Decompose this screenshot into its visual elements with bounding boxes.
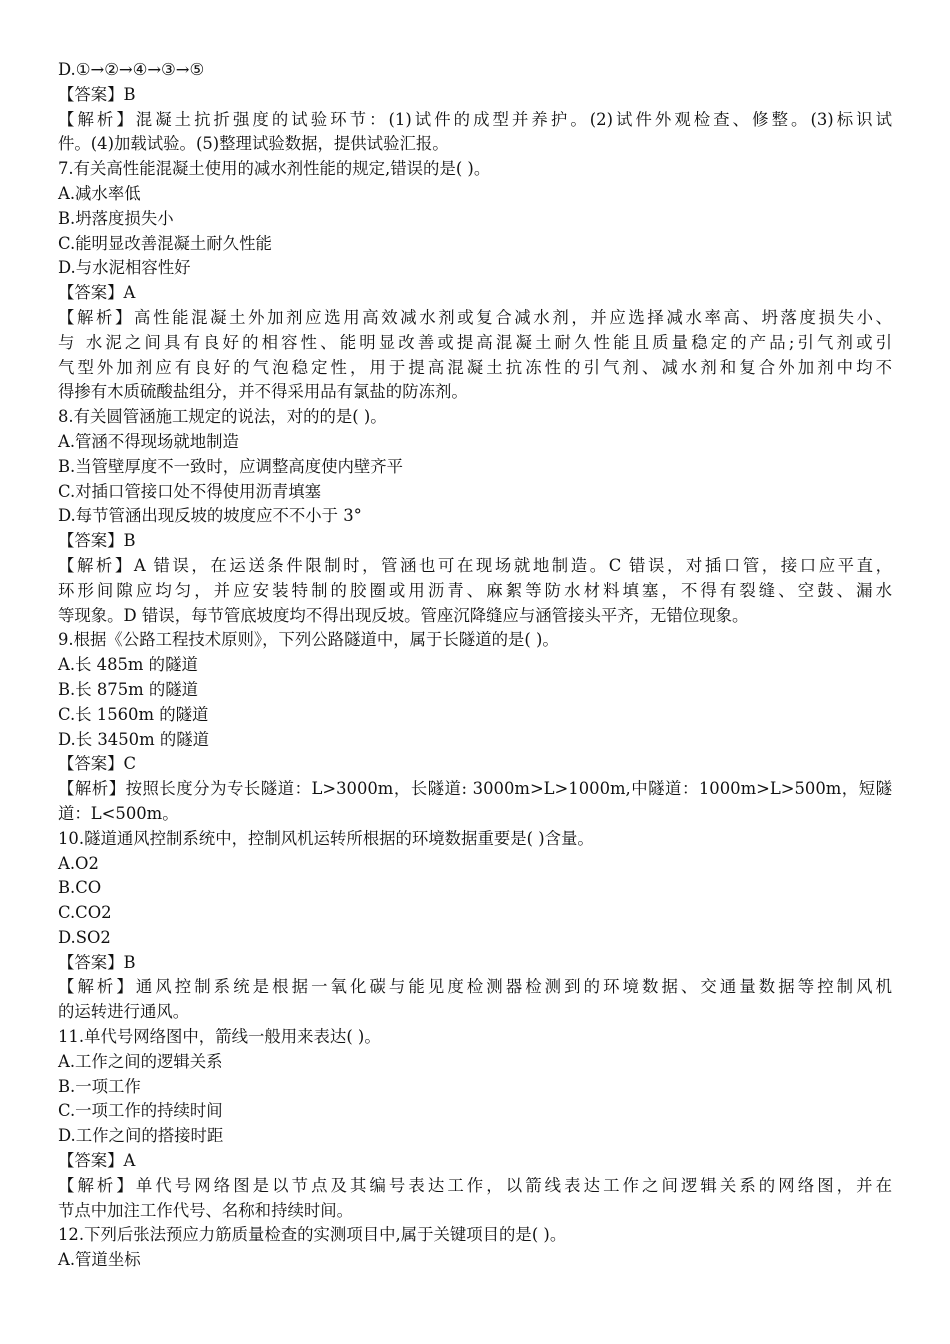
option-line: C.一项工作的持续时间 bbox=[58, 1101, 223, 1121]
option-line: B.当管壁厚度不一致时，应调整高度使内壁齐平 bbox=[58, 456, 404, 476]
option-line: C.CO2 bbox=[58, 903, 112, 923]
explanation-line: 【解析】按照长度分为专长隧道：L>3000m，长隧道: 3000m>L>1000m,中隧道：1000m>L>500m，短隧 bbox=[58, 779, 892, 799]
explanation-line: 【解析】高性能混凝土外加剂应选用高效减水剂或复合减水剂，并应选择减水率高、坍落度损失小、 bbox=[58, 307, 892, 327]
answer-line: 【答案】A bbox=[58, 1151, 136, 1171]
explanation-line: 件。(4)加载试验。(5)整理试验数据，提供试验汇报。 bbox=[58, 134, 449, 154]
question-line: 8.有关圆管涵施工规定的说法，对的的是( )。 bbox=[58, 407, 387, 427]
explanation-line: 的运转进行通风。 bbox=[58, 1002, 190, 1022]
answer-line: 【答案】B bbox=[58, 84, 136, 104]
option-line: D.与水泥相容性好 bbox=[58, 258, 191, 278]
option-line: B.坍落度损失小 bbox=[58, 208, 174, 228]
option-line: B.一项工作 bbox=[58, 1076, 141, 1096]
explanation-line: 【解析】A 错误，在运送条件限制时，管涵也可在现场就地制造。C 错误，对插口管，接口应平直， bbox=[58, 555, 892, 575]
option-line: A.管道坐标 bbox=[58, 1250, 141, 1270]
option-line: C.长 1560m 的隧道 bbox=[58, 704, 209, 724]
question-line: 11.单代号网络图中，箭线一般用来表达( )。 bbox=[58, 1027, 381, 1047]
option-line: D.长 3450m 的隧道 bbox=[58, 729, 210, 749]
answer-line: 【答案】A bbox=[58, 283, 136, 303]
text-line: D.①→②→④→③→⑤ bbox=[58, 60, 205, 79]
option-line: A.O2 bbox=[58, 853, 99, 873]
question-line: 12.下列后张法预应力筋质量检查的实测项目中,属于关键项目的是( )。 bbox=[58, 1225, 567, 1245]
answer-line: 【答案】C bbox=[58, 754, 137, 774]
explanation-line: 得掺有木质硫酸盐组分，并不得采用品有氯盐的防冻剂。 bbox=[58, 382, 468, 402]
option-line: A.减水率低 bbox=[58, 183, 141, 203]
option-line: D.SO2 bbox=[58, 927, 111, 947]
option-line: C.对插口管接口处不得使用沥青填塞 bbox=[58, 481, 322, 501]
option-line: C.能明显改善混凝土耐久性能 bbox=[58, 233, 272, 253]
option-line: B.长 875m 的隧道 bbox=[58, 679, 199, 699]
question-line: 9.根据《公路工程技术原则》，下列公路隧道中，属于长隧道的是( )。 bbox=[58, 630, 559, 650]
option-line: D.每节管涵出现反坡的坡度应不不小于 3° bbox=[58, 506, 362, 526]
option-line: D.工作之间的搭接时距 bbox=[58, 1126, 224, 1146]
option-line: A.管涵不得现场就地制造 bbox=[58, 431, 239, 451]
option-line: A.长 485m 的隧道 bbox=[58, 655, 198, 675]
answer-line: 【答案】B bbox=[58, 531, 136, 551]
explanation-line: 【解析】混凝土抗折强度的试验环节：(1)试件的成型并养护。(2)试件外观检查、修整。(3)标识试 bbox=[58, 109, 892, 129]
explanation-line: 节点中加注工作代号、名称和持续时间。 bbox=[58, 1200, 354, 1220]
explanation-line: 道：L<500m。 bbox=[58, 803, 179, 823]
question-line: 10.隧道通风控制系统中，控制风机运转所根据的环境数据重要是( )含量。 bbox=[58, 828, 594, 848]
explanation-line: 【解析】单代号网络图是以节点及其编号表达工作，以箭线表达工作之间逻辑关系的网络图，并在 bbox=[58, 1175, 892, 1195]
option-line: B.CO bbox=[58, 878, 102, 898]
question-line: 7.有关高性能混凝土使用的减水剂性能的规定,错误的是( )。 bbox=[58, 159, 491, 179]
explanation-line: 环形间隙应均匀，并应安装特制的胶圈或用沥青、麻絮等防水材料填塞，不得有裂缝、空鼓、漏水 bbox=[58, 580, 892, 600]
explanation-line: 气型外加剂应有良好的气泡稳定性，用于提高混凝土抗冻性的引气剂、减水剂和复合外加剂中均不 bbox=[58, 357, 892, 377]
option-line: A.工作之间的逻辑关系 bbox=[58, 1051, 223, 1071]
explanation-line: 【解析】通风控制系统是根据一氧化碳与能见度检测器检测到的环境数据、交通量数据等控制风机 bbox=[58, 977, 892, 997]
explanation-line: 等现象。D 错误，每节管底坡度均不得出现反坡。管座沉降缝应与涵管接头平齐，无错位现象。 bbox=[58, 605, 749, 625]
explanation-line: 与 水泥之间具有良好的相容性、能明显改善或提高混凝土耐久性能且质量稳定的产品;引气剂或引 bbox=[58, 332, 892, 352]
answer-line: 【答案】B bbox=[58, 952, 136, 972]
